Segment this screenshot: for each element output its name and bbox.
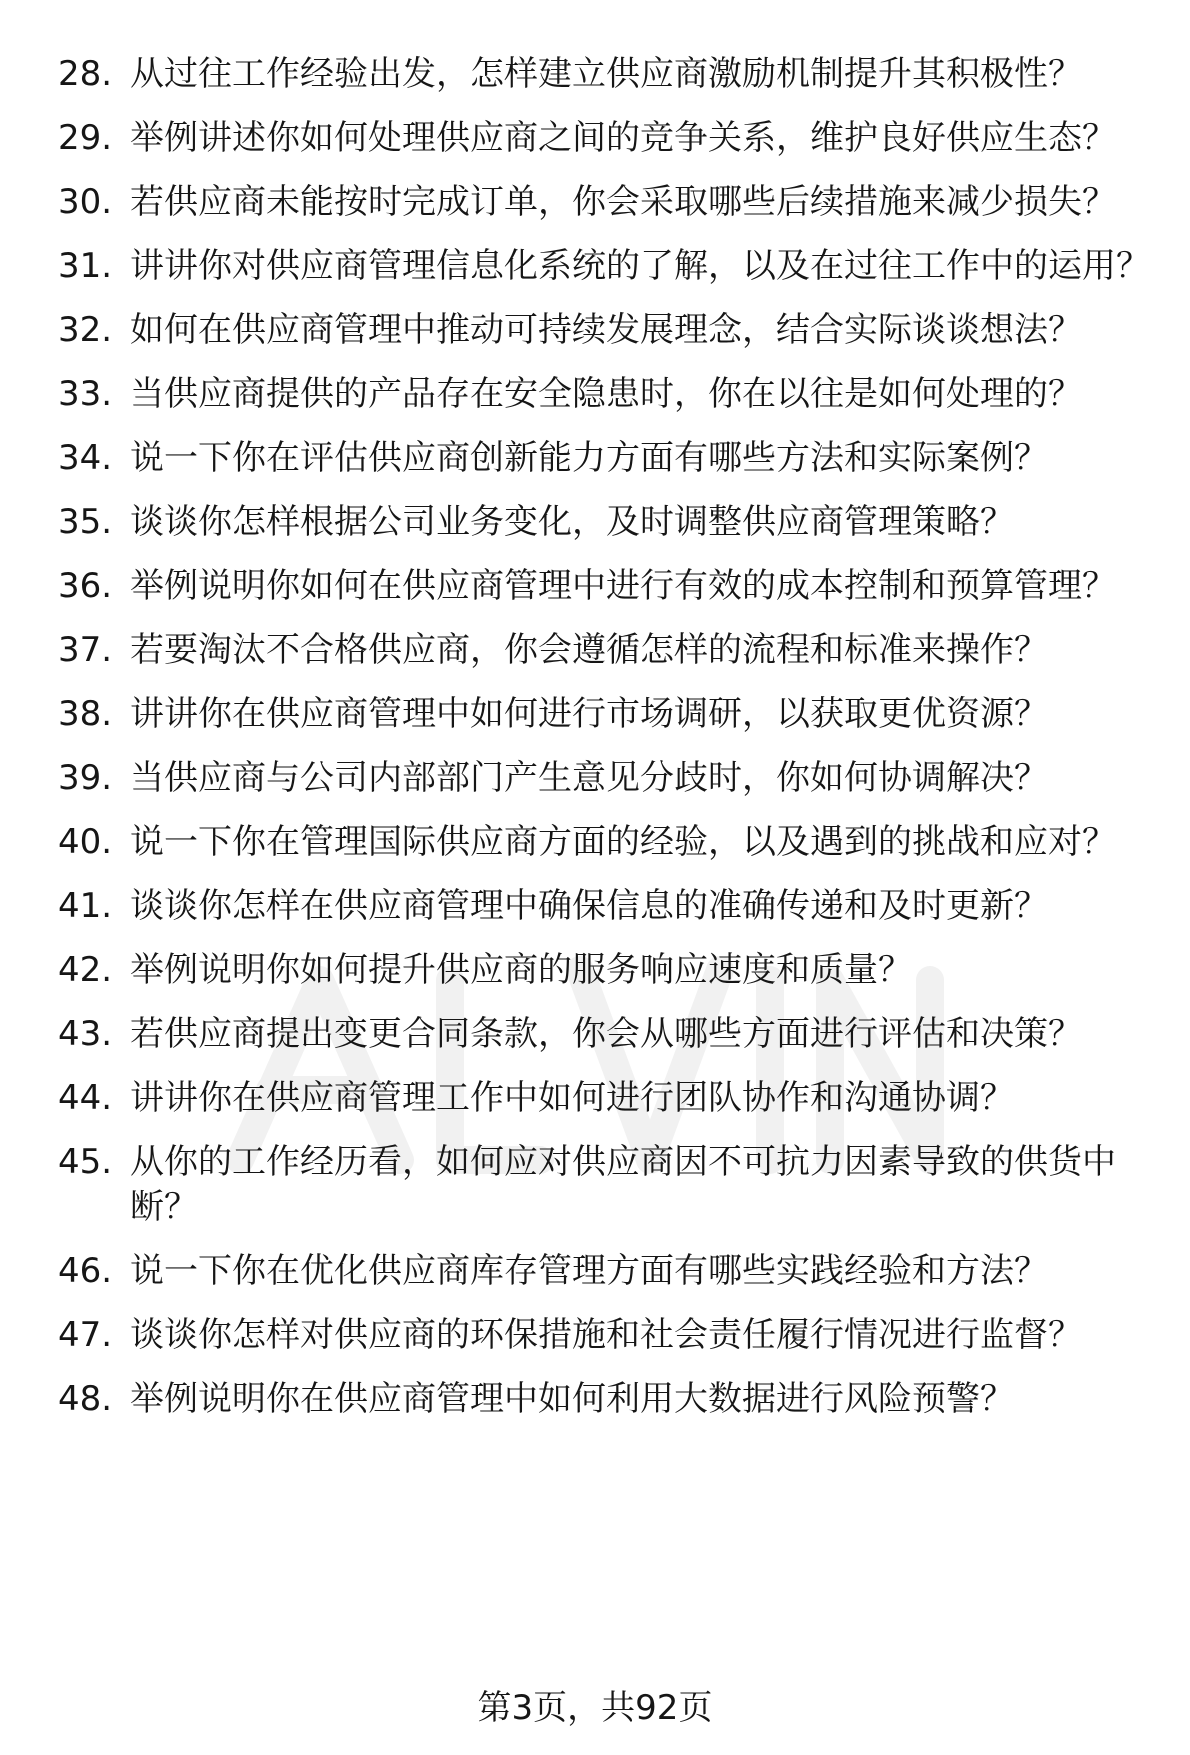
question-text: 当供应商提供的产品存在安全隐患时，你在以往是如何处理的？: [130, 374, 1082, 414]
question-text: 举例说明你在供应商管理中如何利用大数据进行风险预警？: [130, 1379, 1014, 1419]
question-number: 33.: [58, 374, 113, 414]
question-text: 说一下你在评估供应商创新能力方面有哪些方法和实际案例？: [130, 438, 1048, 478]
question-text: 讲讲你在供应商管理工作中如何进行团队协作和沟通协调？: [130, 1078, 1014, 1118]
question-text: 谈谈你怎样在供应商管理中确保信息的准确传递和及时更新？: [130, 886, 1048, 926]
question-item: [58, 564, 1158, 609]
question-number: 31.: [58, 246, 113, 286]
question-number: 38.: [58, 694, 113, 734]
question-number: 41.: [58, 886, 113, 926]
page-footer: 第3页，共92页: [477, 1688, 713, 1728]
question-text: 举例说明你如何提升供应商的服务响应速度和质量？: [130, 950, 912, 990]
question-item: [58, 52, 1158, 97]
question-text: 若供应商未能按时完成订单，你会采取哪些后续措施来减少损失？: [130, 182, 1116, 222]
question-item: [58, 1076, 1158, 1121]
question-number: 30.: [58, 182, 113, 222]
question-number: 36.: [58, 566, 113, 606]
question-number: 35.: [58, 502, 113, 542]
question-text: 若要淘汰不合格供应商，你会遵循怎样的流程和标准来操作？: [130, 630, 1048, 670]
question-number: 48.: [58, 1379, 113, 1419]
question-item: [58, 1377, 1158, 1422]
question-list: [58, 52, 1158, 1441]
question-text: 如何在供应商管理中推动可持续发展理念，结合实际谈谈想法？: [130, 310, 1082, 350]
question-number: 28.: [58, 54, 113, 94]
question-text: 讲讲你对供应商管理信息化系统的了解，以及在过往工作中的运用？: [130, 246, 1150, 286]
question-item: [58, 1313, 1158, 1358]
question-text: 说一下你在优化供应商库存管理方面有哪些实践经验和方法？: [130, 1251, 1048, 1291]
question-number: 40.: [58, 822, 113, 862]
question-number: 43.: [58, 1014, 113, 1054]
question-number: 29.: [58, 118, 113, 158]
question-text: 谈谈你怎样根据公司业务变化，及时调整供应商管理策略？: [130, 502, 1014, 542]
question-text: 举例讲述你如何处理供应商之间的竞争关系，维护良好供应生态？: [130, 118, 1116, 158]
question-item: [58, 756, 1158, 801]
question-number: 37.: [58, 630, 113, 670]
question-item: [58, 1249, 1158, 1294]
question-text: 当供应商与公司内部部门产生意见分歧时，你如何协调解决？: [130, 758, 1048, 798]
question-number: 47.: [58, 1315, 113, 1355]
question-item: [58, 948, 1158, 993]
question-item: [58, 1140, 1158, 1230]
question-text: 讲讲你在供应商管理中如何进行市场调研，以获取更优资源？: [130, 694, 1048, 734]
question-text: 从过往工作经验出发，怎样建立供应商激励机制提升其积极性？: [130, 54, 1082, 94]
question-text: 谈谈你怎样对供应商的环保措施和社会责任履行情况进行监督？: [130, 1315, 1082, 1355]
question-number: 42.: [58, 950, 113, 990]
question-number: 44.: [58, 1078, 113, 1118]
question-item: [58, 244, 1158, 289]
question-item: [58, 116, 1158, 161]
question-item: [58, 436, 1158, 481]
question-item: [58, 628, 1158, 673]
question-item: [58, 372, 1158, 417]
question-text: 若供应商提出变更合同条款，你会从哪些方面进行评估和决策？: [130, 1014, 1082, 1054]
question-item: [58, 820, 1158, 865]
question-number: 45.: [58, 1142, 113, 1182]
question-item: [58, 884, 1158, 929]
question-item: [58, 308, 1158, 353]
question-item: [58, 180, 1158, 225]
question-item: [58, 692, 1158, 737]
question-number: 39.: [58, 758, 113, 798]
question-text: 从你的工作经历看，如何应对供应商因不可抗力因素导致的供货中断？: [130, 1142, 1116, 1227]
question-text: 举例说明你如何在供应商管理中进行有效的成本控制和预算管理？: [130, 566, 1116, 606]
question-text: 说一下你在管理国际供应商方面的经验，以及遇到的挑战和应对？: [130, 822, 1116, 862]
question-item: [58, 1012, 1158, 1057]
question-number: 32.: [58, 310, 113, 350]
question-number: 46.: [58, 1251, 113, 1291]
question-item: [58, 500, 1158, 545]
question-number: 34.: [58, 438, 113, 478]
